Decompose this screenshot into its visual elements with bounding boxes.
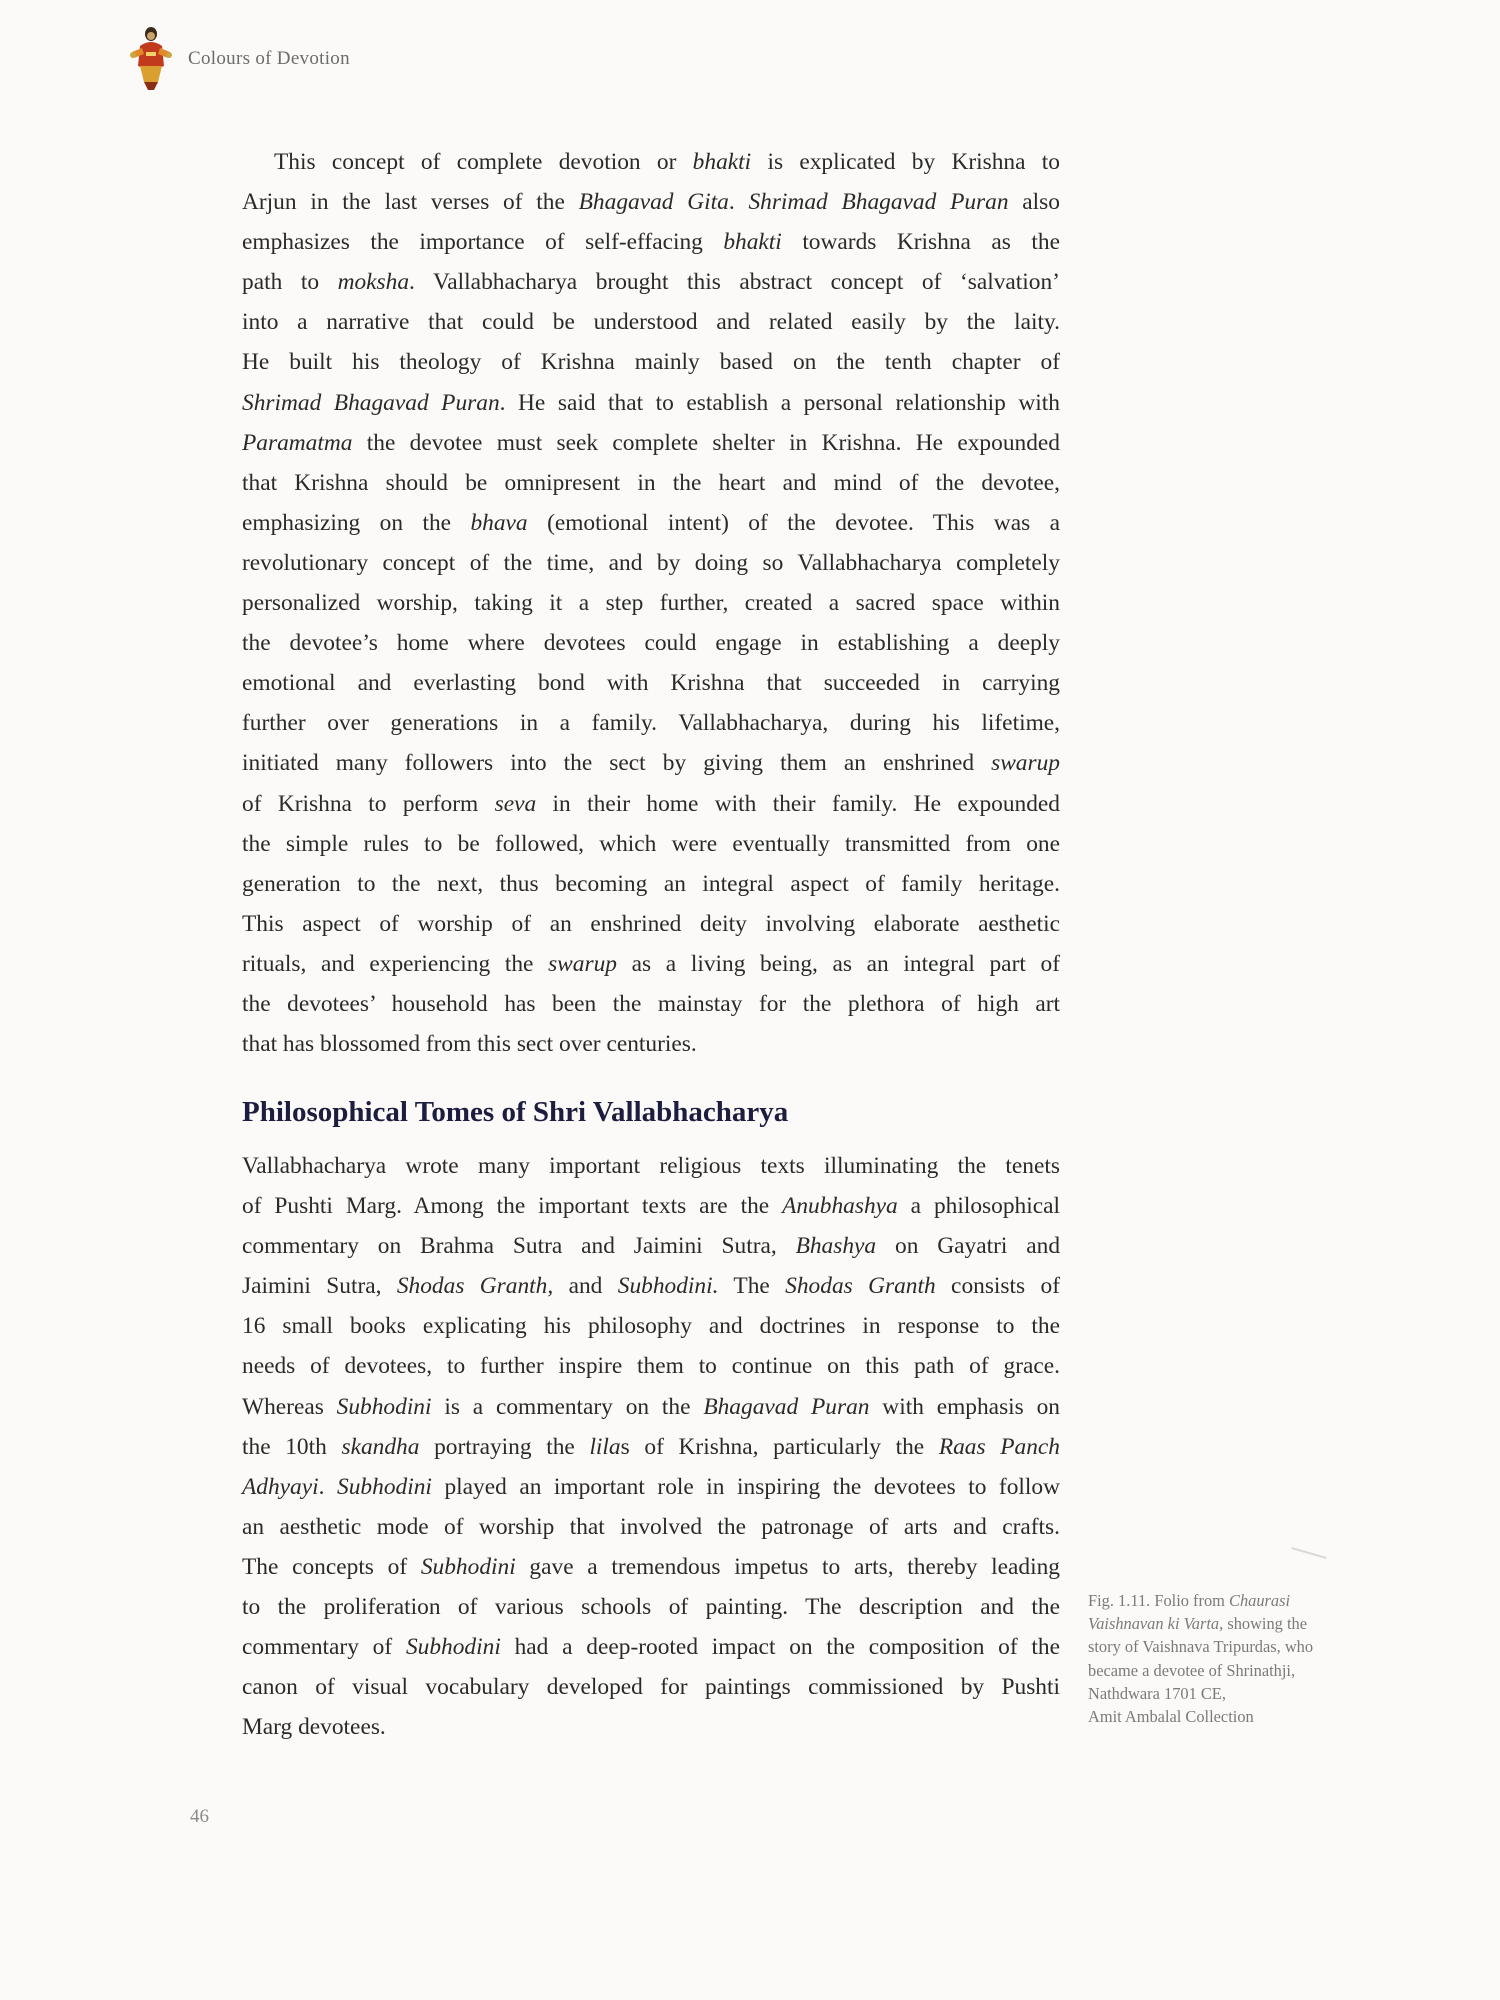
text-run: Arjun in the last verses of the — [242, 189, 579, 216]
text-line — [242, 1146, 1060, 1186]
text-run: further over generations in a family. Vallabhacharya, during his lifetime, — [242, 710, 1060, 737]
text-run: a philosophical — [897, 1193, 1060, 1220]
text-run: that has blossomed from this sect over centuries. — [242, 1031, 697, 1058]
text-run: commentary on Brahma Sutra and Jaimini Sutra, — [242, 1233, 796, 1260]
text-line — [1088, 1705, 1388, 1728]
text-run: the 10th — [242, 1433, 342, 1460]
text-run: the devotee must seek complete shelter in Krishna. He expounded — [352, 429, 1060, 456]
text-line — [242, 583, 1060, 623]
text-line — [242, 1186, 1060, 1226]
italic-term: Chaurasi — [1229, 1591, 1291, 1610]
text-run: in their home with their family. He expounded — [536, 790, 1060, 817]
text-run: into a narrative that could be understood and related easily by the laity. — [242, 309, 1060, 336]
italic-term: Subhodini — [336, 1393, 432, 1420]
text-line — [242, 543, 1060, 583]
text-run: , showing the — [1219, 1614, 1307, 1634]
text-run: also — [1008, 189, 1060, 216]
text-line — [242, 1387, 1060, 1427]
text-run: initiated many followers into the sect by giving them an enshrined — [242, 750, 992, 777]
italic-term: lila — [589, 1433, 621, 1460]
text-line — [242, 1427, 1060, 1467]
text-run: an aesthetic mode of worship that involved the patronage of arts and crafts. — [242, 1513, 1060, 1540]
italic-term: Adhyayi — [242, 1473, 319, 1500]
text-line — [242, 1306, 1060, 1346]
text-line — [242, 383, 1060, 423]
text-run: Fig. 1.11. Folio from — [1088, 1591, 1230, 1610]
text-line — [242, 944, 1060, 984]
italic-term: bhakti — [692, 149, 752, 175]
text-line — [242, 182, 1060, 222]
text-run: to the proliferation of various schools of painting. The description and the — [242, 1594, 1060, 1621]
text-run: . Vallabhacharya brought this abstract concept of ‘salvation’ — [409, 269, 1060, 296]
text-line — [242, 1346, 1060, 1386]
text-line — [242, 824, 1060, 864]
text-run: Amit Ambalal Collection — [1088, 1707, 1254, 1727]
text-line — [242, 663, 1060, 703]
text-line — [242, 302, 1060, 342]
text-run: Vallabhacharya wrote many important religious texts illuminating the tenets — [242, 1153, 1060, 1179]
text-line — [242, 1707, 1060, 1747]
text-line — [242, 984, 1060, 1024]
text-run: s of Krishna, particularly the — [620, 1433, 939, 1460]
italic-term: Anubhashya — [782, 1193, 898, 1220]
text-line — [242, 1507, 1060, 1547]
text-line — [242, 904, 1060, 944]
italic-term: Subhodini. — [617, 1273, 719, 1300]
deity-figure-icon — [126, 24, 176, 94]
running-header — [126, 24, 350, 94]
italic-term: Raas Panch — [938, 1433, 1061, 1460]
text-run: . — [318, 1473, 338, 1500]
text-line — [242, 1226, 1060, 1266]
italic-term: seva — [494, 790, 537, 817]
text-run: This concept of complete devotion or — [274, 149, 693, 175]
text-run: emphasizing on the — [242, 509, 471, 536]
text-run: . — [728, 189, 749, 216]
text-run: the simple rules to be followed, which were eventually transmitted from one — [242, 830, 1060, 857]
text-line — [242, 222, 1060, 262]
italic-term: Paramatma — [242, 429, 353, 456]
italic-term: Shrimad Bhagavad Puran — [242, 389, 500, 416]
text-run: commentary of — [242, 1634, 406, 1661]
italic-term: moksha — [337, 269, 410, 296]
italic-term: skandha — [341, 1433, 420, 1460]
paragraph — [242, 142, 1060, 1064]
text-line — [1088, 1635, 1388, 1658]
figure-caption — [1088, 1589, 1388, 1728]
text-run: personalized worship, taking it a step further, created a sacred space within — [242, 590, 1060, 617]
body-paragraph-1 — [242, 142, 1060, 1064]
text-run: path to — [242, 269, 338, 296]
text-run: of Krishna to perform — [242, 790, 495, 817]
text-run: story of Vaishnava Tripurdas, who — [1088, 1637, 1314, 1657]
text-run: is explicated by Krishna to — [751, 149, 1060, 175]
text-line — [242, 703, 1060, 743]
text-line — [242, 1266, 1060, 1306]
text-line — [242, 1667, 1060, 1707]
text-run: generation to the next, thus becoming an integral aspect of family heritage. — [242, 870, 1060, 897]
text-run: of Pushti Marg. Among the important texts are the — [242, 1193, 783, 1220]
text-line — [242, 1024, 1060, 1064]
italic-term: Subhodini — [420, 1553, 516, 1580]
text-run: and — [553, 1273, 618, 1300]
paragraph — [242, 1146, 1060, 1747]
italic-term: swarup — [991, 750, 1060, 777]
italic-term: Bhagavad Puran — [703, 1393, 870, 1420]
text-run: He built his theology of Krishna mainly based on the tenth chapter of — [242, 349, 1060, 376]
text-run: Marg devotees. — [242, 1714, 386, 1741]
text-run: became a devotee of Shrinathji, — [1088, 1660, 1296, 1680]
text-line — [242, 503, 1060, 543]
text-line — [242, 1587, 1060, 1627]
text-line — [242, 743, 1060, 783]
text-line — [1088, 1589, 1388, 1612]
text-run: . He said that to establish a personal relationship with — [499, 389, 1060, 416]
text-line — [242, 1627, 1060, 1667]
text-run: as a living being, as an integral part of — [616, 950, 1060, 977]
book-title: Colours of Devotion — [188, 48, 350, 69]
italic-term: Shrimad Bhagavad Puran — [748, 189, 1009, 216]
text-line — [1088, 1682, 1388, 1705]
text-run: The concepts of — [242, 1553, 421, 1580]
text-run: 16 small books explicating his philosophy and doctrines in response to the — [242, 1313, 1060, 1340]
text-run: emphasizes the importance of self-effacing — [242, 229, 724, 256]
text-run: needs of devotees, to further inspire them to continue on this path of grace. — [242, 1353, 1060, 1380]
text-run: had a deep-rooted impact on the composition of the — [500, 1634, 1061, 1661]
text-run: the devotees’ household has been the mainstay for the plethora of high art — [242, 990, 1060, 1017]
italic-term: Shodas Granth — [785, 1273, 936, 1300]
text-run: on Gayatri and — [876, 1233, 1061, 1260]
text-line — [242, 623, 1060, 663]
text-run: rituals, and experiencing the — [242, 950, 549, 977]
italic-term: Vaishnavan ki Varta — [1088, 1614, 1220, 1634]
text-run: revolutionary concept of the time, and by doing so Vallabhacharya completely — [242, 549, 1060, 576]
body-paragraph-2 — [242, 1146, 1060, 1747]
italic-term: Shodas Granth, — [396, 1273, 554, 1300]
section-heading: Philosophical Tomes of Shri Vallabhacharya — [242, 1096, 789, 1128]
italic-term: Bhashya — [795, 1233, 877, 1260]
text-run: that Krishna should be omnipresent in the heart and mind of the devotee, — [242, 469, 1060, 496]
text-line — [242, 342, 1060, 382]
text-run: played an important role in inspiring the devotees to follow — [431, 1473, 1061, 1500]
text-run: The — [718, 1273, 786, 1300]
text-run: This aspect of worship of an enshrined deity involving elaborate aesthetic — [242, 910, 1060, 937]
text-line — [242, 423, 1060, 463]
text-line — [242, 784, 1060, 824]
text-run: Whereas — [242, 1393, 337, 1420]
text-run: canon of visual vocabulary developed for paintings commissioned by Pushti — [242, 1674, 1060, 1701]
text-line — [1088, 1659, 1388, 1682]
text-run: emotional and everlasting bond with Krishna that succeeded in carrying — [242, 670, 1060, 697]
italic-term: bhava — [470, 509, 528, 536]
text-line — [242, 463, 1060, 503]
text-run: Nathdwara 1701 CE, — [1088, 1683, 1226, 1703]
italic-term: Subhodini — [337, 1473, 432, 1500]
text-run: towards Krishna as the — [781, 229, 1060, 256]
text-run: with emphasis on — [869, 1393, 1060, 1420]
italic-term: Bhagavad Gita — [578, 189, 729, 216]
text-run: Jaimini Sutra, — [242, 1273, 397, 1300]
divider-mark — [1291, 1547, 1326, 1559]
text-line — [242, 1547, 1060, 1587]
text-line — [242, 142, 1060, 182]
text-line — [1088, 1612, 1388, 1635]
text-line — [242, 1467, 1060, 1507]
text-run: (emotional intent) of the devotee. This was a — [527, 509, 1060, 536]
text-run: portraying the — [419, 1433, 590, 1460]
text-run: the devotee’s home where devotees could engage in establishing a deeply — [242, 630, 1060, 657]
italic-term: swarup — [548, 950, 617, 977]
italic-term: bhakti — [723, 229, 782, 256]
page-number: 46 — [190, 1806, 209, 1827]
text-line — [242, 262, 1060, 302]
text-run: is a commentary on the — [431, 1393, 704, 1420]
italic-term: Subhodini — [405, 1634, 501, 1661]
text-line — [242, 864, 1060, 904]
text-run: gave a tremendous impetus to arts, thereby leading — [515, 1553, 1060, 1580]
text-run: consists of — [935, 1273, 1060, 1300]
